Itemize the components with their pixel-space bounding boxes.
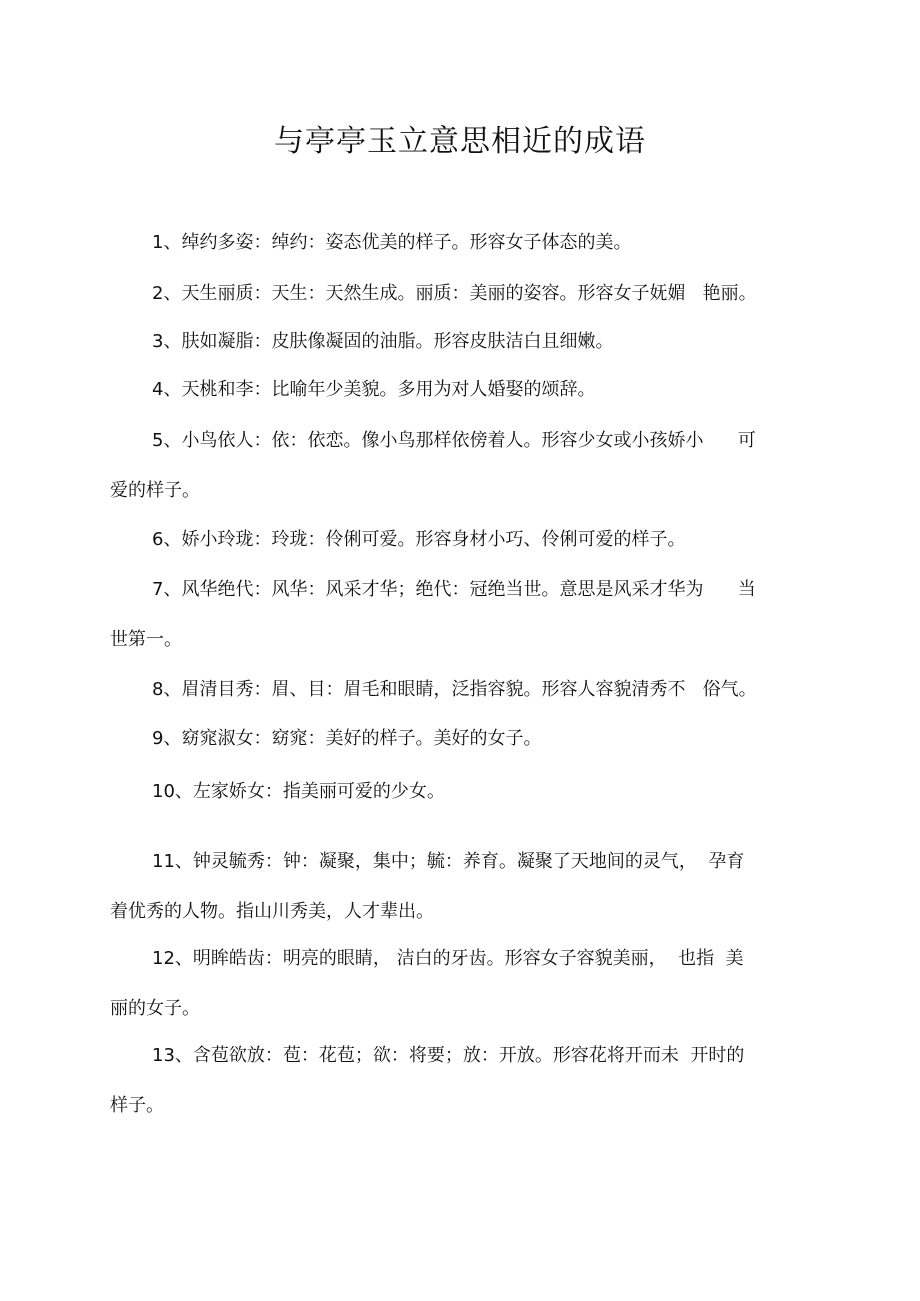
idiom-entry-8 bbox=[110, 678, 825, 702]
idiom-entry-6 bbox=[110, 528, 825, 552]
entry-line: 6、娇小玲珑：玲珑：伶俐可爱。形容身材小巧、伶俐可爱的样子。 bbox=[152, 529, 686, 550]
entry-line: 3、肤如凝脂：皮肤像凝固的油脂。形容皮肤洁白且细嫩。 bbox=[152, 331, 614, 352]
entry-line: 世第一。 bbox=[110, 629, 182, 650]
idiom-entry-10 bbox=[110, 780, 825, 804]
entry-line: 8、眉清目秀：眉、目：眉毛和眼睛，泛指容貌。形容人容貌清秀不 俗气。 bbox=[152, 679, 757, 700]
entry-line: 着优秀的人物。指山川秀美，人才辈出。 bbox=[110, 901, 434, 922]
idiom-entry-1 bbox=[110, 231, 825, 255]
idiom-entry-9 bbox=[110, 727, 825, 751]
entry-line: 爱的样子。 bbox=[110, 480, 200, 501]
idiom-entry-3 bbox=[110, 330, 825, 354]
idiom-entry-4 bbox=[110, 378, 825, 402]
entry-line: 样子。 bbox=[110, 1095, 164, 1116]
entry-line: 2、天生丽质：天生：天然生成。丽质：美丽的姿容。形容女子妩媚 艳丽。 bbox=[152, 283, 757, 304]
entry-line: 13、含苞欲放：苞：花苞；欲：将要；放：开放。形容花将开而未 开时的 bbox=[152, 1045, 745, 1066]
idiom-entry-12 bbox=[110, 947, 825, 1021]
entry-line: 丽的女子。 bbox=[110, 998, 200, 1019]
entry-line: 5、小鸟依人：依：依恋。像小鸟那样依傍着人。形容少女或小孩娇小 可 bbox=[152, 430, 756, 451]
entry-line: 10、左家娇女：指美丽可爱的少女。 bbox=[152, 781, 445, 802]
entry-line: 9、窈窕淑女：窈窕：美好的样子。美好的女子。 bbox=[152, 728, 542, 749]
entry-line: 12、明眸皓齿：明亮的眼睛， 洁白的牙齿。形容女子容貌美丽， 也指 美 bbox=[152, 948, 744, 969]
entry-line: 4、天桃和李：比喻年少美貌。多用为对人婚娶的颂辞。 bbox=[152, 379, 596, 400]
entry-line: 11、钟灵毓秀：钟：凝聚，集中；毓：养育。凝聚了天地间的灵气， 孕育 bbox=[152, 851, 745, 872]
idiom-entry-5 bbox=[110, 429, 825, 503]
idiom-entry-13 bbox=[110, 1044, 825, 1118]
page-title: 与亭亭玉立意思相近的成语 bbox=[274, 124, 646, 159]
idiom-entry-7 bbox=[110, 578, 825, 652]
idiom-entry-11 bbox=[110, 850, 825, 924]
entry-line: 7、风华绝代：风华：风采才华；绝代：冠绝当世。意思是风采才华为 当 bbox=[152, 579, 756, 600]
idiom-entry-2 bbox=[110, 282, 825, 306]
entry-line: 1、绰约多姿：绰约：姿态优美的样子。形容女子体态的美。 bbox=[152, 232, 632, 253]
